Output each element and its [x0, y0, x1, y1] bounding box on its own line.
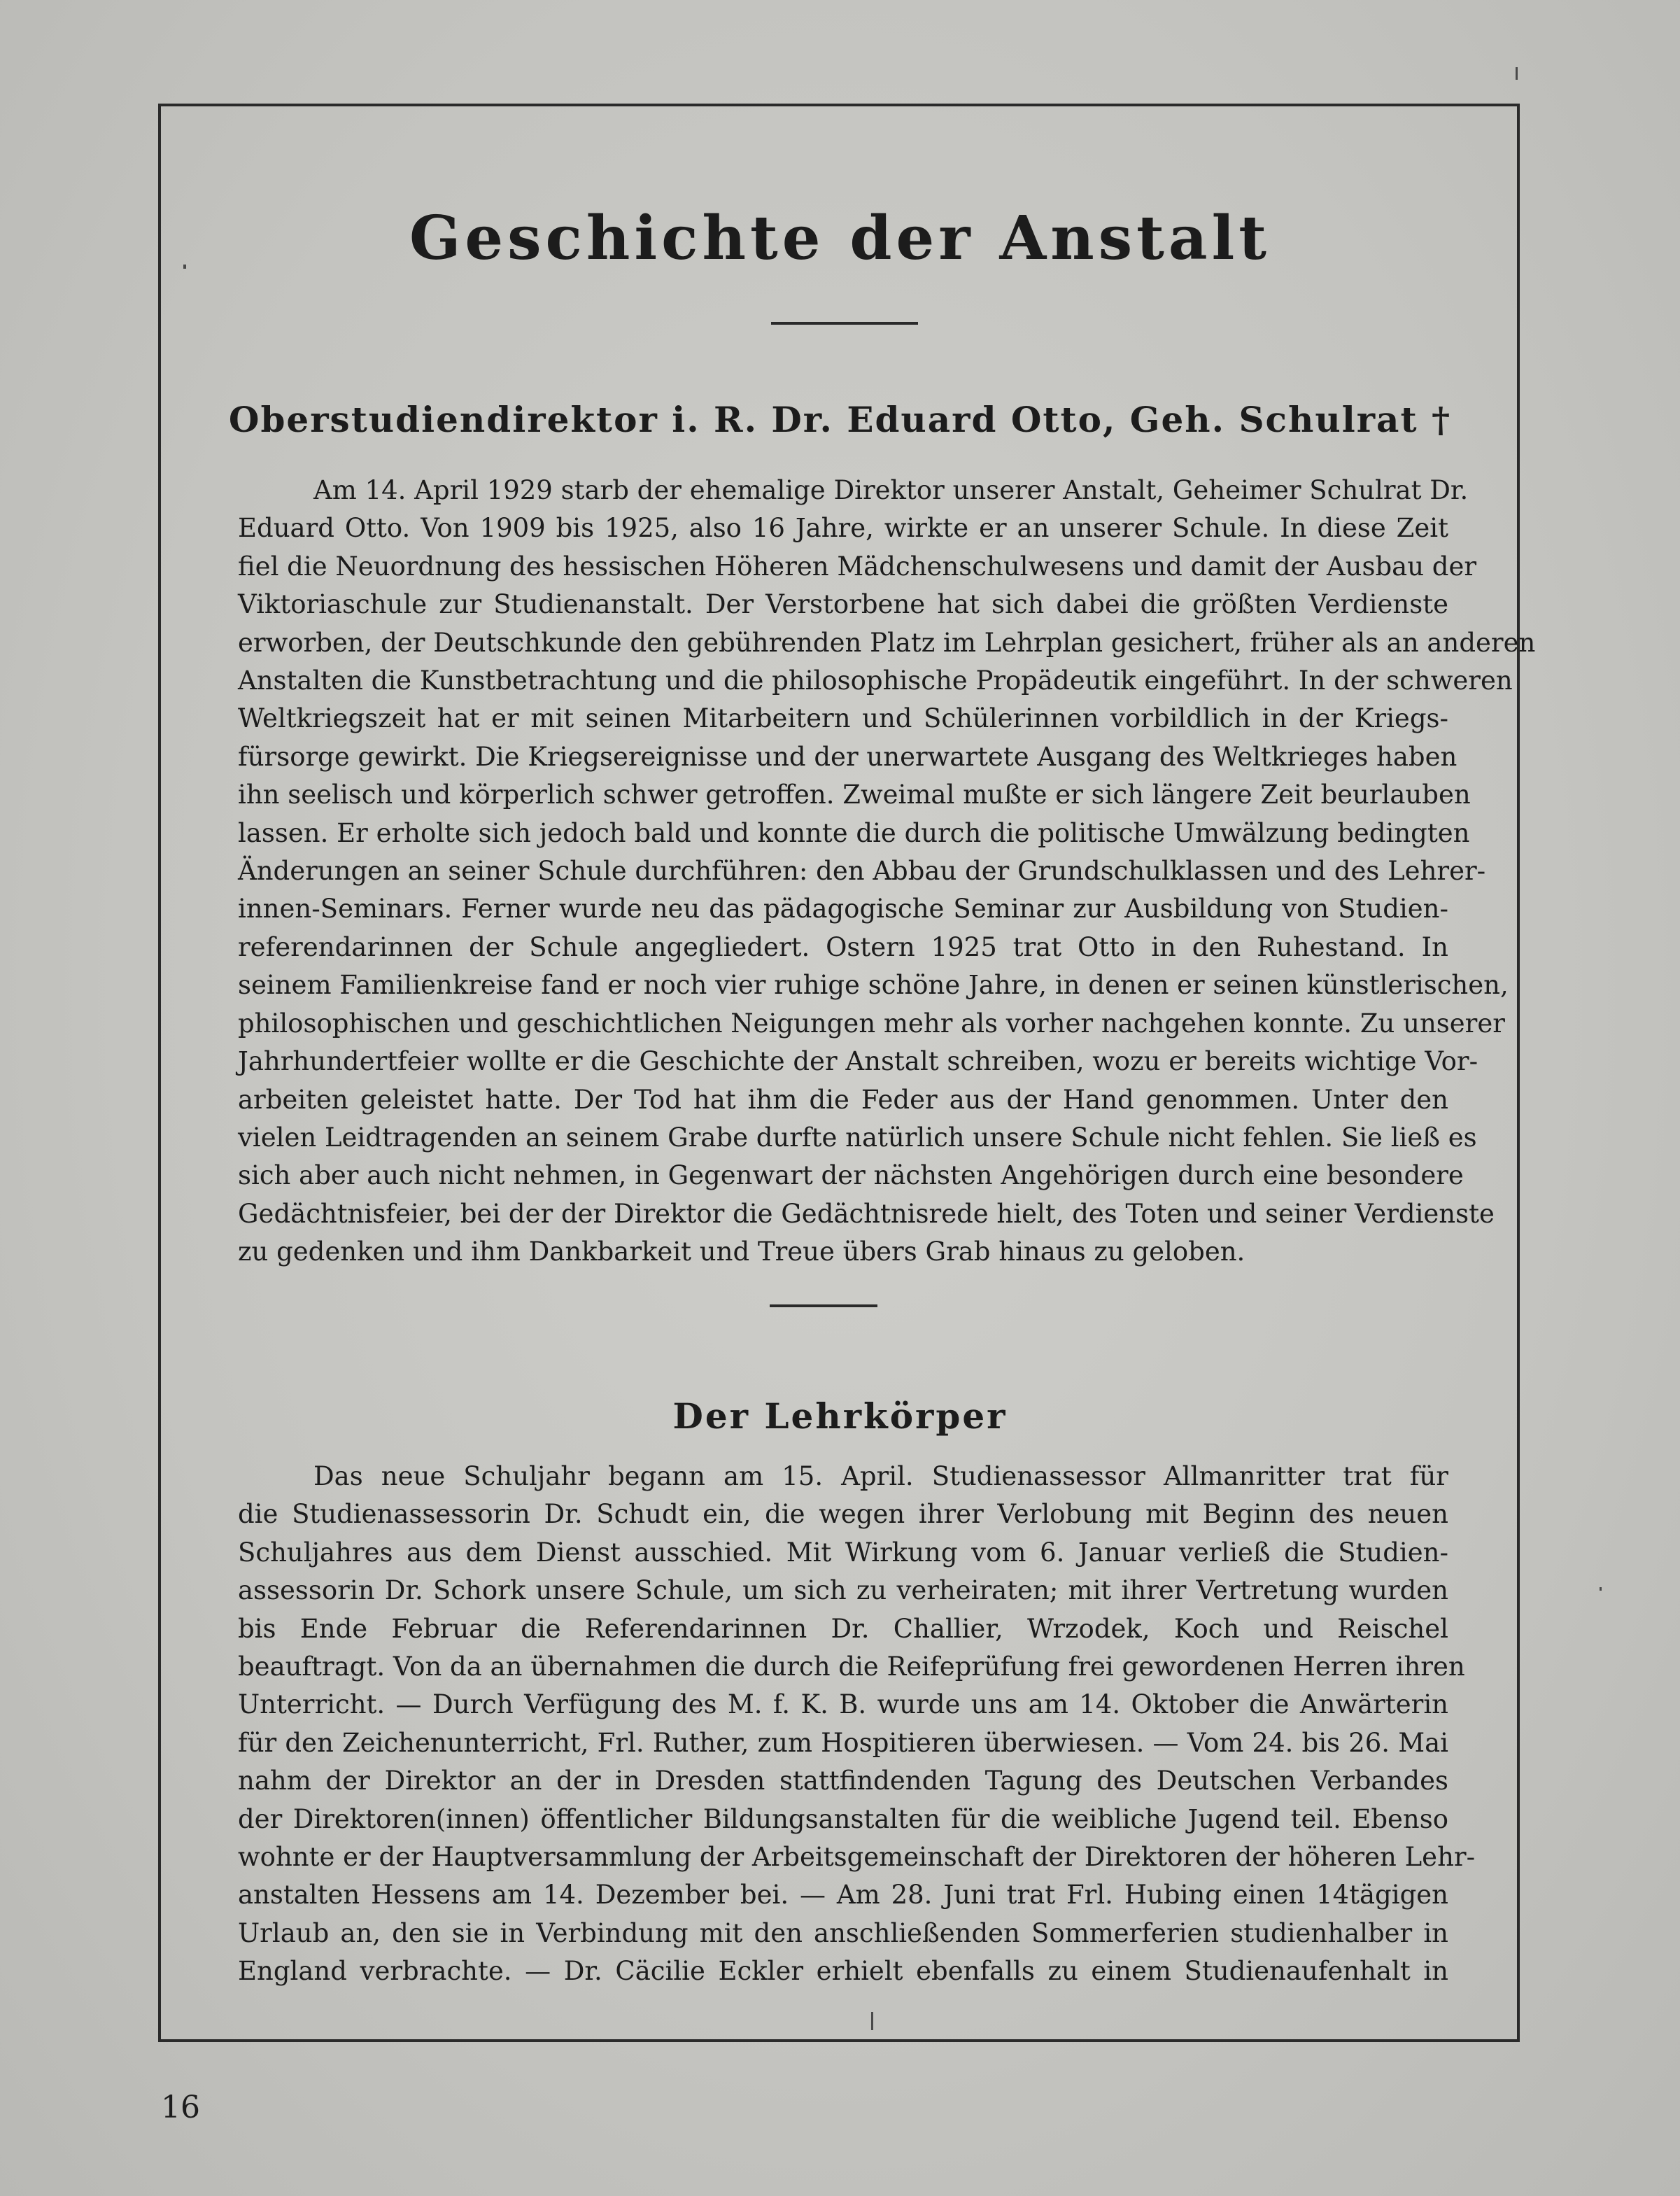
obituary-paragraph	[238, 472, 1536, 1272]
text-line: Unterricht. — Durch Verfügung des M. f. K. B. wurde uns am 14. Oktober die Anwärterin	[238, 1689, 1448, 1720]
text-line: Schuljahres aus dem Dienst ausschied. Mit Wirkung vom 6. Januar verließ die Studien-	[238, 1537, 1448, 1568]
text-line: ihn seelisch und körperlich schwer getroffen. Zweimal mußte er sich längere Zeit beurlauben	[238, 780, 1471, 810]
obituary-heading: Oberstudiendirektor i. R. Dr. Eduard Otto, Geh. Schulrat †	[228, 399, 1452, 440]
text-line: für den Zeichenunterricht, Frl. Ruther, zum Hospitieren überwiesen. — Vom 24. bis 26. Mai	[238, 1727, 1448, 1758]
text-line: arbeiten geleistet hatte. Der Tod hat ihm die Feder aus der Hand genommen. Unter den	[238, 1084, 1448, 1115]
page-number: 16	[161, 2090, 200, 2125]
text-line: Gedächtnisfeier, bei der der Direktor die Gedächtnisrede hielt, des Toten und seiner Verdienste	[238, 1198, 1495, 1229]
section-divider	[770, 1304, 877, 1307]
text-line: Viktoriaschule zur Studienanstalt. Der Verstorbene hat sich dabei die größten Verdienste	[238, 589, 1448, 620]
text-line: Anstalten die Kunstbetrachtung und die philosophische Propädeutik eingeführt. In der schweren	[238, 666, 1513, 696]
text-line: Das neue Schuljahr begann am 15. April. Studienassessor Allmanritter trat für	[313, 1461, 1448, 1491]
text-line: bis Ende Februar die Referendarinnen Dr. Challier, Wrzodek, Koch und Reischel	[238, 1613, 1448, 1644]
text-line: Änderungen an seiner Schule durchführen: den Abbau der Grundschulklassen und des Lehrer-	[238, 856, 1486, 887]
text-line: England verbrachte. — Dr. Cäcilie Eckler erhielt ebenfalls zu einem Studienaufenhalt in	[238, 1956, 1448, 1987]
text-line: referendarinnen der Schule angegliedert. Ostern 1925 trat Otto in den Ruhestand. In	[238, 931, 1448, 962]
text-line: wohnte er der Hauptversammlung der Arbeitsgemeinschaft der Direktoren der höheren Lehr-	[238, 1842, 1476, 1873]
page-title: Geschichte der Anstalt	[409, 203, 1271, 274]
text-line: Am 14. April 1929 starb der ehemalige Direktor unserer Anstalt, Geheimer Schulrat Dr.	[313, 475, 1469, 505]
text-line: nahm der Direktor an der in Dresden stattfindenden Tagung des Deutschen Verbandes	[238, 1766, 1448, 1796]
text-line: anstalten Hessens am 14. Dezember bei. — Am 28. Juni trat Frl. Hubing einen 14tägigen	[238, 1880, 1448, 1910]
faculty-paragraph	[238, 1458, 1476, 1991]
text-line: seinem Familienkreise fand er noch vier ruhige schöne Jahre, in denen er seinen künstlerischen,	[238, 970, 1509, 1001]
paper-speck	[1600, 1587, 1602, 1591]
text-line: innen-Seminars. Ferner wurde neu das pädagogische Seminar zur Ausbildung von Studien-	[238, 894, 1448, 924]
text-line: der Direktoren(innen) öffentlicher Bildungsanstalten für die weibliche Jugend teil. Ebenso	[238, 1803, 1448, 1834]
text-line: Jahrhundertfeier wollte er die Geschichte der Anstalt schreiben, wozu er bereits wichtige Vor-	[238, 1046, 1478, 1077]
text-line: erworben, der Deutschkunde den gebührenden Platz im Lehrplan gesichert, früher als an anderen	[238, 627, 1536, 658]
paper-speck	[183, 265, 186, 269]
paper-speck	[1516, 67, 1518, 80]
text-line: vielen Leidtragenden an seinem Grabe durfte natürlich unsere Schule nicht fehlen. Sie ließ es	[238, 1122, 1477, 1153]
faculty-heading: Der Lehrkörper	[672, 1395, 1008, 1437]
title-divider	[771, 322, 918, 325]
text-line: beauftragt. Von da an übernahmen die durch die Reifeprüfung frei gewordenen Herren ihren	[238, 1652, 1465, 1682]
paper-speck	[871, 2012, 873, 2030]
text-line: assessorin Dr. Schork unsere Schule, um sich zu verheiraten; mit ihrer Vertretung wurden	[238, 1575, 1448, 1606]
text-line: zu gedenken und ihm Dankbarkeit und Treue übers Grab hinaus zu geloben.	[238, 1237, 1245, 1267]
text-line: philosophischen und geschichtlichen Neigungen mehr als vorher nachgehen konnte. Zu unserer	[238, 1008, 1505, 1039]
text-line: lassen. Er erholte sich jedoch bald und konnte die durch die politische Umwälzung bedingten	[238, 817, 1470, 848]
text-line: Weltkriegszeit hat er mit seinen Mitarbeitern und Schülerinnen vorbildlich in der Kriegs-	[238, 703, 1448, 734]
text-line: sich aber auch nicht nehmen, in Gegenwart der nächsten Angehörigen durch eine besondere	[238, 1160, 1464, 1191]
text-line: fürsorge gewirkt. Die Kriegsereignisse und der unerwartete Ausgang des Weltkrieges haben	[238, 741, 1457, 772]
text-line: Eduard Otto. Von 1909 bis 1925, also 16 Jahre, wirkte er an unserer Schule. In diese Zeit	[238, 513, 1448, 544]
text-line: fiel die Neuordnung des hessischen Höheren Mädchenschulwesens und damit der Ausbau der	[238, 551, 1477, 582]
text-line: die Studienassessorin Dr. Schudt ein, die wegen ihrer Verlobung mit Beginn des neuen	[238, 1499, 1448, 1530]
text-line: Urlaub an, den sie in Verbindung mit den anschließenden Sommerferien studienhalber in	[238, 1917, 1448, 1948]
